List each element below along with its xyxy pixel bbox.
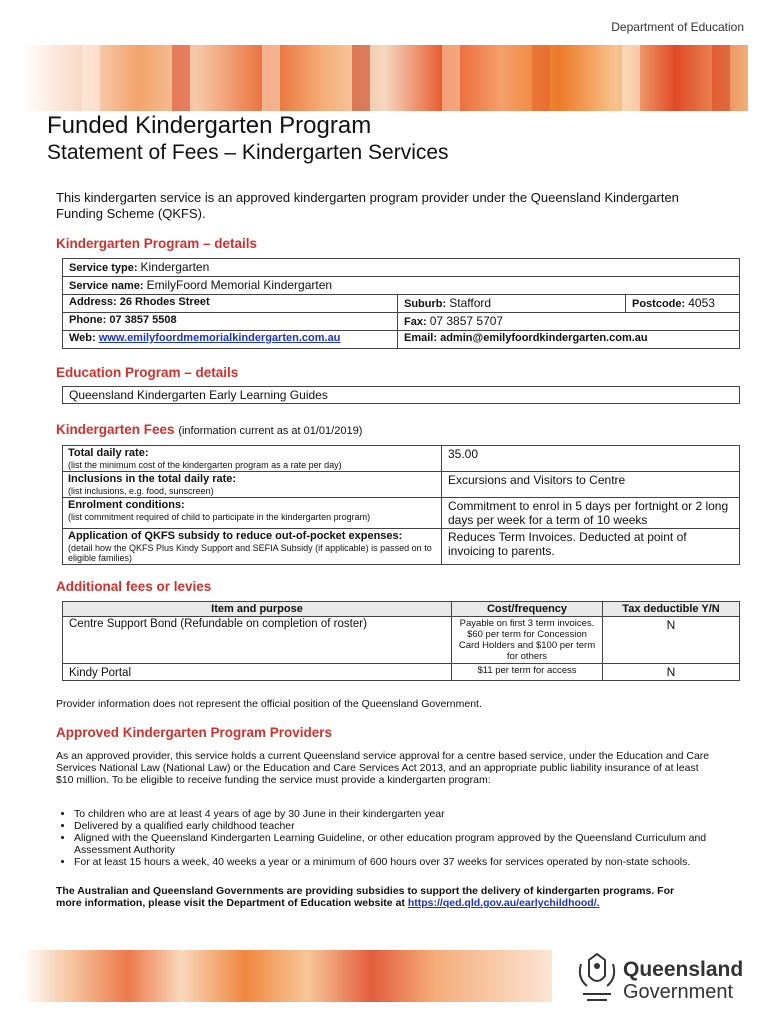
phone-label: Phone: [69, 314, 107, 326]
postcode-label: Postcode: [632, 298, 686, 310]
fees-label: Inclusions in the total daily rate: [68, 473, 237, 485]
list-item: • For at least 15 hours a week, 40 weeks a year or a minimum of 600 hours over 37 weeks for services operated by non-state schools. [74, 856, 724, 868]
intro-text: This kindergarten service is an approved kindergarten program provider under the Queensland Kindergarten Funding Scheme (QKFS). [56, 190, 679, 221]
header-banner [22, 45, 748, 111]
logo-line2: Government [623, 981, 734, 1003]
approved-paragraph: As an approved provider, this service holds a current Queensland service approval for a centre based service, under the Education and Care Services National Law (National Law) or the Education and Care Services Act 2013, and an appropriate public liability insurance of at least $10 million. To be eligible to receive funding the service must provide a kindergarten program: [56, 750, 710, 786]
web-cell [63, 331, 398, 349]
fees-row-daily-rate [63, 446, 740, 472]
address-value: 26 Rhodes Street [119, 296, 210, 308]
suburb-value: Stafford [449, 296, 492, 310]
phone-cell [63, 313, 398, 331]
postcode-value: 4053 [688, 296, 715, 310]
table-row [63, 617, 740, 664]
education-heading: Education Program – details [56, 365, 239, 380]
fees-label-cell [63, 498, 442, 529]
fax-label: Fax: [404, 316, 427, 328]
fees-hint: (list inclusions, e.g. food, sunscreen) [68, 486, 214, 496]
fees-value: Commitment to enrol in 5 days per fortnight or 2 long days per week for a term of 10 weeks [442, 498, 740, 529]
item-cell: Kindy Portal [63, 664, 452, 681]
service-type-cell [63, 259, 740, 277]
suburb-cell [398, 295, 626, 313]
fees-label-cell [63, 529, 442, 565]
fees-hint: (detail how the QKFS Plus Kindy Support and SEFIA Subsidy (if applicable) is passed on to eligible families) [68, 543, 432, 563]
fax-value: 07 3857 5707 [429, 314, 504, 328]
education-table [62, 386, 740, 404]
fees-value: Excursions and Visitors to Centre [442, 472, 740, 498]
fees-hint: (list the minimum cost of the kindergarten program as a rate per day) [68, 460, 342, 470]
col-header-tax: Tax deductible Y/N [603, 602, 740, 617]
fees-heading [56, 422, 362, 437]
requirements-list [56, 808, 724, 868]
suburb-label: Suburb: [404, 298, 447, 310]
email-value: admin@emilyfoordkindergarten.com.au [440, 332, 648, 344]
email-label: Email: [404, 332, 438, 344]
queensland-government-logo [575, 950, 755, 1008]
disclaimer-text: Provider information does not represent the official position of the Queensland Government. [56, 698, 482, 710]
col-header-cost: Cost/frequency [452, 602, 603, 617]
website-link[interactable]: www.emilyfoordmemorialkindergarten.com.au [98, 332, 341, 344]
web-label: Web: [69, 332, 96, 344]
additional-heading: Additional fees or levies [56, 579, 212, 594]
fees-row-enrolment [63, 498, 740, 529]
fees-label-cell [63, 472, 442, 498]
fees-heading-text: Kindergarten Fees [56, 422, 175, 437]
service-name-value: EmilyFoord Memorial Kindergarten [146, 278, 333, 292]
approved-heading: Approved Kindergarten Program Providers [56, 725, 333, 740]
fees-hint: (list commitment required of child to participate in the kindergarten program) [68, 512, 371, 522]
department-link[interactable]: https://qed.qld.gov.au/earlychildhood/. [407, 897, 600, 909]
kinder-details-heading: Kindergarten Program – details [56, 236, 258, 251]
closing-paragraph [56, 885, 696, 909]
list-item: • Aligned with the Queensland Kindergarten Learning Guideline, or other education program approved by the Queensland Curriculum and Assessment Authority [74, 832, 724, 856]
phone-value: 07 3857 5508 [109, 314, 177, 326]
list-item: • Delivered by a qualified early childhood teacher [74, 820, 724, 832]
tax-cell: N [603, 664, 740, 681]
fees-note: (information current as at 01/01/2019) [178, 425, 363, 437]
fees-value: Reduces Term Invoices. Deducted at point of invoicing to parents. [442, 529, 740, 565]
fees-value: 35.00 [442, 446, 740, 472]
department-label: Department of Education [611, 20, 744, 34]
logo-line1: Queensland [623, 958, 744, 981]
fees-table [62, 445, 740, 565]
address-cell [63, 295, 398, 313]
fees-label-cell [63, 446, 442, 472]
fees-label: Total daily rate: [68, 447, 149, 459]
additional-fees-table [62, 601, 740, 681]
closing-text: The Australian and Queensland Governments are providing subsidies to support the delivery of kindergarten programs. For more information, please visit the Department of Education website at [56, 885, 675, 909]
col-header-item: Item and purpose [63, 602, 452, 617]
page-subtitle: Statement of Fees – Kindergarten Services [47, 141, 449, 164]
item-cell: Centre Support Bond (Refundable on completion of roster) [63, 617, 452, 664]
service-name-cell [63, 277, 740, 295]
service-name-label: Service name: [69, 280, 144, 292]
email-cell [398, 331, 740, 349]
fax-cell [398, 313, 740, 331]
coat-of-arms-icon [575, 950, 619, 1006]
page-title: Funded Kindergarten Program [47, 112, 372, 139]
cost-cell: Payable on first 3 term invoices. $60 per term for Concession Card Holders and $100 per term for others [452, 617, 603, 664]
list-item: • To children who are at least 4 years of age by 30 June in their kindergarten year [74, 808, 724, 820]
cost-cell: $11 per term for access [452, 664, 603, 681]
postcode-cell [626, 295, 740, 313]
footer-banner [22, 950, 552, 1002]
fees-label: Enrolment conditions: [68, 499, 185, 511]
service-type-label: Service type: [69, 262, 138, 274]
address-label: Address: [69, 296, 117, 308]
tax-cell: N [603, 617, 740, 664]
table-row [63, 664, 740, 681]
fees-row-inclusions [63, 472, 740, 498]
education-program-value: Queensland Kindergarten Early Learning Guides [63, 387, 740, 404]
fees-label: Application of QKFS subsidy to reduce out-of-pocket expenses: [68, 530, 403, 542]
fees-row-subsidy [63, 529, 740, 565]
kinder-details-table [62, 258, 740, 349]
service-type-value: Kindergarten [140, 260, 210, 274]
